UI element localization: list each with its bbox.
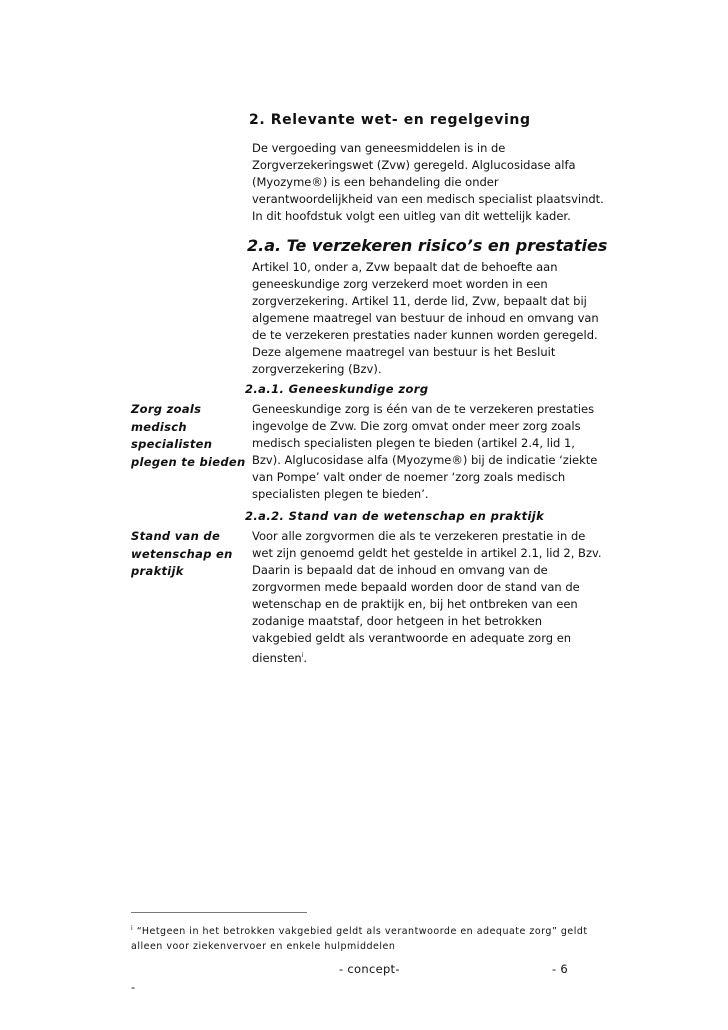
footnote-marker: i: [131, 925, 134, 932]
subsection-a2-text: Voor alle zorgvormen die als te verzekeren prestatie in de wet zijn genoemd geldt het gestelde in artikel 2.1, lid 2, Bzv. Daarin is bepaald dat de inhoud en omvang van de zorgvormen mede bepaald worden door de stand van de wetenschap en de praktijk en, bij het ontbreken van een zodanige maatstaf, door hetgeen in het betrokken vakgebied geldt als verantwoorde en adequate zorg en diensten: [252, 529, 602, 665]
footer-concept: - concept-: [339, 962, 400, 976]
subsection-a1-side-label: Zorg zoals medisch specialisten plegen te bieden: [131, 402, 246, 469]
intro-paragraph: De vergoeding van geneesmiddelen is in de Zorgverzekeringswet (Zvw) geregeld. Alglucosidase alfa (Myozyme®) is een behandeling die onder verantwoordelijkheid van een medisch specialist plaatsvindt. In dit hoofdstuk volgt een uitleg van dit wettelijk kader.: [252, 141, 604, 223]
footnote-text: “Hetgeen in het betrokken vakgebied geldt als verantwoorde en adequate zorg” geldt alleen voor ziekenvervoer en enkele hulpmiddelen: [131, 926, 588, 953]
section-title: 2. Relevante wet- en regelgeving: [249, 112, 531, 128]
subsection-a1-title: 2.a.1. Geneeskundige zorg: [245, 382, 429, 396]
subsection-a2-title: 2.a.2. Stand van de wetenschap en praktijk: [245, 509, 545, 523]
footnote: [131, 921, 606, 954]
subsection-a1-paragraph: Geneeskundige zorg is één van de te verzekeren prestaties ingevolge de Zvw. Die zorg omvat onder meer zorg zoals medisch specialisten plegen te bieden (artikel 2.4, lid 1, Bzv). Alglucosidase alfa (Myozyme®) bij de indicatie ‘ziekte van Pompe’ valt onder de noemer ‘zorg zoals medisch specialisten plegen te bieden’.: [252, 402, 598, 501]
subsection-a2-text-end: .: [303, 650, 308, 665]
subsection-a-paragraph: Artikel 10, onder a, Zvw bepaalt dat de behoefte aan geneeskundige zorg verzekerd moet worden in een zorgverzekering. Artikel 11, derde lid, Zvw, bepaalt dat bij algemene maatregel van bestuur de inhoud en omvang van de te verzekeren prestaties nader kunnen worden geregeld. Deze algemene maatregel van bestuur is het Besluit zorgverzekering (Bzv).: [252, 260, 599, 376]
subsection-a2-paragraph: [252, 528, 604, 667]
footnote-divider: [131, 912, 307, 913]
footnote-reference: i: [301, 652, 304, 659]
subsection-a2-side-label: Stand van de wetenschap en praktijk: [131, 529, 233, 578]
subsection-a-title: 2.a. Te verzekeren risico’s en prestaties: [247, 236, 608, 255]
page-number: - 6: [552, 962, 569, 976]
footer-dash: -: [131, 980, 136, 994]
